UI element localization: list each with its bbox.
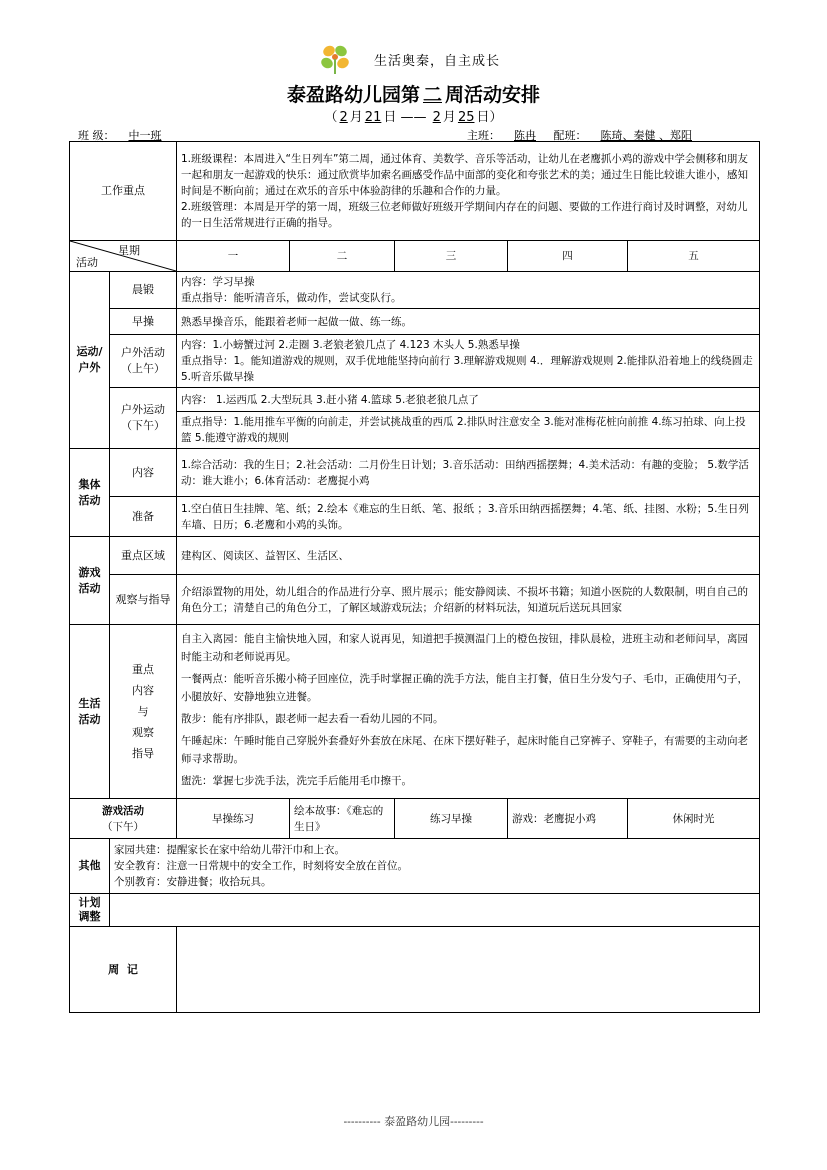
work-focus-label: 工作重点	[70, 142, 177, 241]
game-guide-label: 观察与指导	[110, 575, 177, 625]
other-individual: 个别教育：安静进餐；收拾玩具。	[114, 876, 272, 888]
afternoon-games-label-cell	[70, 799, 177, 839]
outdoor-am-row	[70, 335, 760, 388]
group-activity-label: 集体活动	[70, 449, 110, 537]
group-prep-label: 准备	[110, 497, 177, 537]
life-sub-label-2: 内容	[132, 684, 154, 697]
group-content-text: 1.综合活动：我的生日；2.社会活动：二月份生日计划；3.音乐活动：田纳西摇摆舞；4.美术活动：有趣的变脸； 5.数学活动：谁大谁小；6.体育活动：老鹰捉小鸡	[177, 449, 760, 497]
game-guide-text: 介绍添置物的用处，幼儿组合的作品进行分享、照片展示；能安静阅读、不损坏书籍；知道小医院的人数限制，明自自己的角色分工；清楚自己的角色分工，了解区域游戏玩法；介绍新的材料玩法，知道玩后送玩具回家	[177, 575, 760, 625]
morning-exercise-line2: 重点指导：能听清音乐，做动作，尝试变队行。	[181, 292, 402, 304]
life-item: 自主入离园：能自主愉快地入园，和家人说再见，知道把手摸测温门上的橙色按钮，排队晨检，进班主动和老师问早，离园时能主动和老师说再见。	[181, 632, 748, 663]
work-focus-p2: 2.班级管理：本周是开学的第一周，班级三位老师做好班级开学期间内存在的问题、要做的工作进行商讨及时调整，对幼儿的一日生活常规进行正确的指导。	[181, 201, 748, 229]
life-sub-label-3: 与	[137, 705, 149, 718]
week-number: 二	[422, 84, 442, 106]
afternoon-game-fri: 休闲时光	[628, 799, 760, 839]
schedule-table	[69, 141, 760, 1013]
other-home: 家园共建：提醒家长在家中给幼儿带汗巾和上衣。	[114, 844, 345, 856]
game-guide-row	[70, 575, 760, 625]
weekly-note-content	[177, 927, 760, 1013]
life-item: 盥洗：掌握七步洗手法，洗完手后能用毛巾擦干。	[181, 774, 412, 787]
weekday-fri: 五	[628, 241, 760, 272]
outdoor-pm-row-1	[70, 388, 760, 412]
other-safety: 安全教育：注意一日常规中的安全工作，时刻将安全放在首位。	[114, 860, 408, 872]
life-sub-label-5: 指导	[132, 747, 154, 760]
group-content-label: 内容	[110, 449, 177, 497]
game-zone-row	[70, 537, 760, 575]
assist-teachers: 陈琦、秦健 、郑阳	[600, 129, 692, 142]
weekday-tue: 二	[290, 241, 395, 272]
work-focus-p1: 1.班级课程：本周进入“生日列车”第二周，通过体育、美数学、音乐等活动，让幼儿在老鹰抓小鸡的游戏中学会侧移和朋友一起和朋友一起游戏的快乐：通过欣赏毕加索名画感受作品中面部的变化和夸张艺术的美；通过生日能比较谁大谁小，感知时间是不断向前；通过在欢乐的音乐中体验韵律的乐趣和合作的力量。	[181, 153, 748, 197]
class-info: 班 级： 中一班	[78, 127, 176, 143]
plan-adjust-row	[70, 894, 760, 927]
outdoor-pm-content-line2: 重点指导：1.能用推车平衡的向前走，并尝试挑战重的西瓜 2.排队时注意安全 3.能对准梅花桩向前推 4.练习拍球、向上投篮 5.能遵守游戏的规则	[177, 412, 760, 449]
afternoon-game-tue: 绘本故事：《难忘的生日》	[290, 799, 395, 839]
group-prep-row	[70, 497, 760, 537]
outdoor-am-line2: 重点指导：1。能知道游戏的规则，双手优地能坚持向前行 3.理解游戏规则 4.．理解游戏规则 2.能排队沿着地上的线绕圆走 5.听音乐做早操	[181, 355, 753, 383]
outdoor-pm-label: 户外运动（下午）	[110, 388, 177, 449]
weekday-corner-cell	[70, 241, 177, 272]
outdoor-am-line1: 内容：1.小螃蟹过河 2.走圈 3.老狼老狼几点了 4.123 木头人 5.熟悉早操	[181, 339, 520, 351]
game-zone-text: 建构区、阅读区、益智区、生活区、	[177, 537, 760, 575]
class-name: 中一班	[128, 129, 162, 142]
life-activity-content	[177, 625, 760, 799]
page-footer: ---------- 泰盈路幼儿园---------	[343, 1115, 484, 1128]
outdoor-am-label: 户外活动（上午）	[110, 335, 177, 388]
header-motto-bar	[318, 42, 500, 76]
weekly-note-label: 周 记	[70, 927, 177, 1013]
work-focus-content	[177, 142, 760, 241]
game-zone-label: 重点区域	[110, 537, 177, 575]
corner-activity-label: 活动	[76, 256, 98, 269]
morning-drill-content: 熟悉早操音乐，能跟着老师一起做一做、练一练。	[177, 309, 760, 335]
life-sub-label-1: 重点	[132, 663, 154, 676]
life-item: 散步：能有序排队，跟老师一起去看一看幼儿园的不同。	[181, 712, 444, 725]
morning-drill-row	[70, 309, 760, 335]
afternoon-games-row	[70, 799, 760, 839]
morning-exercise-label: 晨锻	[110, 272, 177, 309]
afternoon-game-wed: 练习早操	[395, 799, 508, 839]
other-row	[70, 839, 760, 894]
motto-text: 生活奥秦，自主成长	[374, 53, 501, 69]
group-content-row	[70, 449, 760, 497]
morning-exercise-row	[70, 272, 760, 309]
afternoon-game-mon: 早操练习	[177, 799, 290, 839]
weekday-mon: 一	[177, 241, 290, 272]
weekday-thu: 四	[508, 241, 628, 272]
date-range: （ 2 月 21 日 —— 2 月 25 日）	[324, 110, 503, 125]
weekly-note-row	[70, 927, 760, 1013]
corner-weekday-label: 星期	[118, 244, 140, 257]
work-focus-row	[70, 142, 760, 241]
life-activity-row	[70, 625, 760, 799]
afternoon-game-thu: 游戏：老鹰捉小鸡	[508, 799, 628, 839]
life-sub-label	[110, 625, 177, 799]
morning-drill-label: 早操	[110, 309, 177, 335]
other-label: 其他	[70, 839, 110, 894]
plan-adjust-label: 计划调整	[70, 894, 110, 927]
head-teacher: 陈冉	[514, 129, 536, 142]
teacher-info: 主班： 陈冉 配班： 陈琦、秦健 、郑阳	[467, 127, 706, 143]
plan-adjust-content	[110, 894, 760, 927]
outdoor-pm-content-line1: 内容： 1.运西瓜 2.大型玩具 3.赶小猪 4.篮球 5.老狼老狼几点了	[177, 388, 760, 412]
other-content	[110, 839, 760, 894]
weekday-wed: 三	[395, 241, 508, 272]
outdoor-am-content	[177, 335, 760, 388]
life-item: 一餐两点：能听音乐搬小椅子回座位，洗手时掌握正确的洗手方法，能自主打餐，值日生分发勺子、毛巾，正确使用勺子，小腿放好、安静地独立进餐。	[181, 672, 748, 703]
group-prep-text: 1.空白值日生挂牌、笔、纸；2.绘本《难忘的生日纸、笔、报纸 ；3.音乐田纳西摇摆舞；4.笔、纸、挂图、水粉；5.生日列车墙、日历；6.老鹰和小鸡的头饰。	[177, 497, 760, 537]
afternoon-games-sub: （下午）	[102, 820, 144, 833]
weekday-header-row	[70, 241, 760, 272]
morning-exercise-line1: 内容：学习早操	[181, 276, 255, 288]
life-item: 午睡起床：午睡时能自己穿脱外套叠好外套放在床尾、在床下摆好鞋子，起床时能自己穿裤子、穿鞋子，有需要的主动向老师寻求帮助。	[181, 734, 748, 765]
game-activity-label: 游戏活动	[70, 537, 110, 625]
flower-logo-icon	[318, 42, 352, 76]
life-activity-label: 生活活动	[70, 625, 110, 799]
page-title: 泰盈路幼儿园第 二 周活动安排	[286, 84, 541, 106]
afternoon-games-label: 游戏活动	[102, 804, 144, 817]
outdoor-group-label: 运动/户外	[70, 272, 110, 449]
morning-exercise-content	[177, 272, 760, 309]
life-sub-label-4: 观察	[132, 726, 154, 739]
